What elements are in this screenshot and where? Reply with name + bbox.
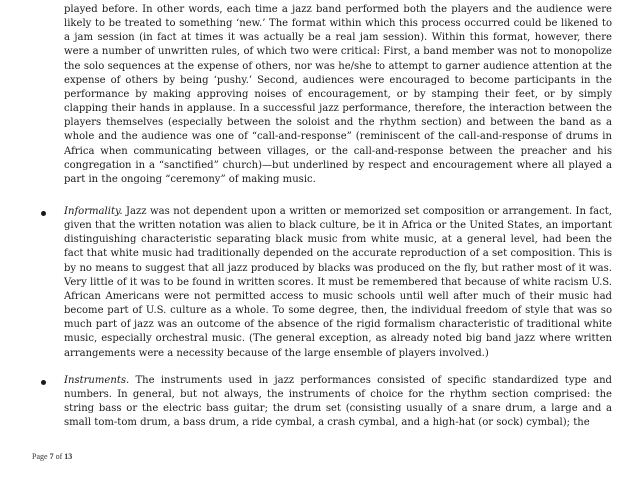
page-total: 13 (64, 452, 73, 461)
body-paragraph: played before. In other words, each time a jazz band performed both the players and the audience were likely to be treated to something ‘new.’ The format within which this process occurred could be likened to a jam session (in fact at times it was actually be a real jam session). Within this format, however, there were a number of unwritten rules, of which two were critical: First, a band member was not to monopolize the solo sequences at the expense of others, nor was he/she to attempt to garner audience attention at the expense of others by being ‘pushy.’ Second, audiences were encouraged to become participants in the performance by making approving noises of encouragement, or by stamping their feet, or by simply clapping their hands in applause. In a successful jazz performance, therefore, the interaction between the players themselves (especially between the soloist and the rhythm section) and between the band as a whole and the audience was one of “call-and-response” (reminiscent of the call-and-response of drums in Africa when communicating between villages, or the call-and-response between the preacher and his congregation in a “sanctified” church)—but underlined by respect and encouragement where all played a part in the ongoing “ceremony” of making music. (64, 4, 612, 185)
bullet-item-informality (64, 205, 612, 361)
bullet-item-instruments (64, 374, 612, 431)
page-label: Page (32, 452, 48, 461)
bullet-term: Informality. (64, 206, 123, 217)
bullet-dot (41, 211, 46, 216)
page-footer (32, 452, 72, 461)
page-current: 7 (49, 452, 54, 461)
bullet-term: Instruments. (64, 375, 130, 386)
bullet-dot (41, 380, 46, 385)
page-of-label: of (55, 452, 63, 461)
bullet-text: Jazz was not dependent upon a written or memorized set composition or arrangement. In fact, given that the written notation was alien to black culture, be it in Africa or the United States, an important distinguishing characteristic separating black music from white music, at a general level, had been the fact that white music had traditionally depended on the accurate reproduction of a set composition. This is by no means to suggest that all jazz produced by blacks was produced on the fly, but rather most of it was. Very little of it was to be found in written scores. It must be remembered that because of white racism U.S. African Americans were not permitted access to music schools until well after much of their music had become part of U.S. culture as a whole. To some degree, then, the individual freedom of style that was so much part of jazz was an outcome of the absence of the rigid formalism characteristic of traditional white music, especially orchestral music. (The general exception, as already noted big band jazz where written arrangements were a necessity because of the large ensemble of players involved.) (64, 206, 612, 359)
bullet-text: The instruments used in jazz performances consisted of specific standardized type and numbers. In general, but not always, the instruments of choice for the rhythm section comprised: the string bass or the electric bass guitar; the drum set (consisting usually of a snare drum, a large and a small tom-tom drum, a bass drum, a ride cymbal, a crash cymbal, and a high-hat (or sock) cymbal); the (64, 375, 612, 429)
